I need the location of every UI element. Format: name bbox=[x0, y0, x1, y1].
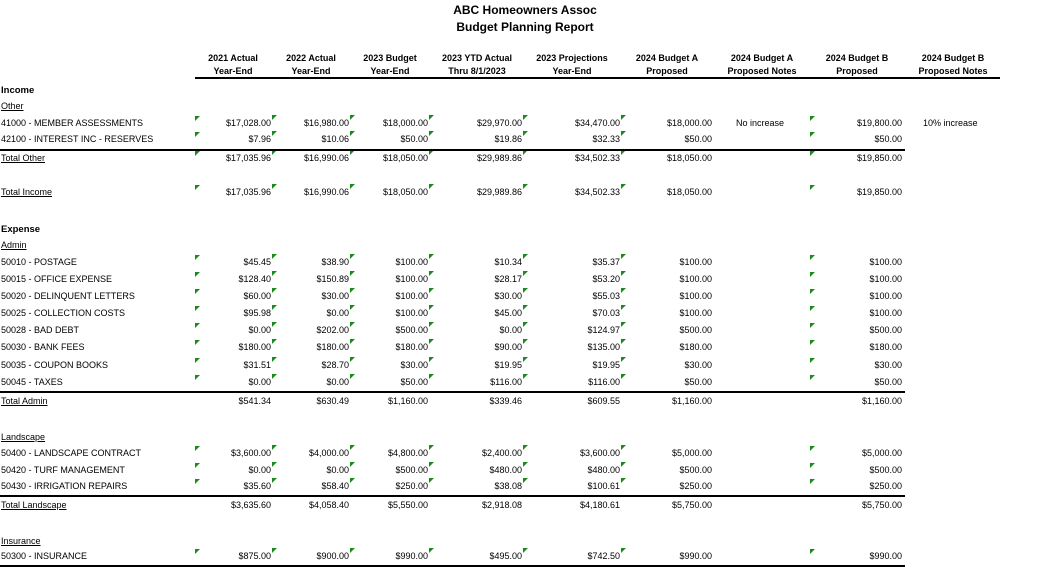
comment-marker-icon bbox=[523, 357, 528, 362]
cell-value: $60.00 bbox=[243, 291, 271, 301]
cell-value: $19,800.00 bbox=[856, 118, 902, 128]
cell-value: $0.00 bbox=[499, 325, 522, 335]
comment-marker-icon bbox=[195, 479, 200, 484]
comment-marker-icon bbox=[195, 463, 200, 468]
comment-marker-icon bbox=[810, 549, 815, 554]
report-title: Budget Planning Report bbox=[456, 20, 594, 34]
cell-value: $630.49 bbox=[316, 396, 349, 406]
cell-value: $250.00 bbox=[679, 481, 712, 491]
cell-value: $100.00 bbox=[869, 308, 902, 318]
cell-value: $34,470.00 bbox=[574, 118, 620, 128]
cell-value: $495.00 bbox=[489, 551, 522, 561]
cell-value: $55.03 bbox=[592, 291, 620, 301]
section-other: Other bbox=[1, 101, 24, 111]
cell-value: $128.40 bbox=[238, 274, 271, 284]
cell-value: $10.06 bbox=[321, 134, 349, 144]
cell-value: $180.00 bbox=[869, 342, 902, 352]
cell-value: $180.00 bbox=[395, 342, 428, 352]
col-header-2023-ytd: 2023 YTD Actual Thru 8/1/2023 bbox=[441, 53, 513, 76]
cell-value: $50.00 bbox=[400, 134, 428, 144]
cell-value: $18,050.00 bbox=[382, 153, 428, 163]
cell-value: $35.37 bbox=[592, 257, 620, 267]
comment-marker-icon bbox=[810, 463, 815, 468]
cell-value: $28.70 bbox=[321, 360, 349, 370]
cell-value: $19.86 bbox=[494, 134, 522, 144]
cell-value: $5,550.00 bbox=[387, 500, 428, 510]
section-insurance: Insurance bbox=[1, 536, 41, 546]
cell-value: $100.00 bbox=[395, 274, 428, 284]
cell-value: $0.00 bbox=[248, 377, 271, 387]
col-header-2022-actual: 2022 Actual Year-End bbox=[286, 53, 336, 76]
row-label: Total Admin bbox=[1, 396, 48, 406]
comment-marker-icon bbox=[523, 184, 528, 189]
comment-marker-icon bbox=[523, 445, 528, 450]
cell-value: $875.00 bbox=[238, 551, 271, 561]
row-label: 50030 - BANK FEES bbox=[1, 342, 85, 352]
row-label: 50015 - OFFICE EXPENSE bbox=[1, 274, 113, 284]
cell-value: $100.00 bbox=[395, 308, 428, 318]
comment-marker-icon bbox=[810, 151, 815, 156]
section-expense: Expense bbox=[1, 224, 41, 235]
cell-value: $0.00 bbox=[326, 377, 349, 387]
cell-value: $180.00 bbox=[316, 342, 349, 352]
row-label: Total Other bbox=[1, 153, 46, 163]
cell-value: $50.00 bbox=[874, 377, 902, 387]
cell-value: $480.00 bbox=[489, 465, 522, 475]
row-label: Total Income bbox=[1, 187, 53, 197]
cell-value: $100.00 bbox=[679, 274, 712, 284]
cell-value: $19,850.00 bbox=[856, 187, 902, 197]
cell-value: $609.55 bbox=[587, 396, 620, 406]
comment-marker-icon bbox=[810, 358, 815, 363]
cell-value: $19.95 bbox=[494, 360, 522, 370]
cell-value: $900.00 bbox=[316, 551, 349, 561]
cell-value: $100.00 bbox=[869, 274, 902, 284]
header-rule bbox=[195, 77, 1000, 79]
cell-value: $500.00 bbox=[869, 465, 902, 475]
cell-value: $500.00 bbox=[395, 325, 428, 335]
comment-marker-icon bbox=[195, 446, 200, 451]
comment-marker-icon bbox=[195, 116, 200, 121]
cell-value: $0.00 bbox=[326, 465, 349, 475]
comment-marker-icon bbox=[810, 375, 815, 380]
comment-marker-icon bbox=[523, 115, 528, 120]
cell-value: $30.00 bbox=[400, 360, 428, 370]
cell-value: $990.00 bbox=[679, 551, 712, 561]
cell-value: $18,050.00 bbox=[666, 187, 712, 197]
col-header-2023-projections: 2023 Projections Year-End bbox=[536, 53, 608, 76]
cell-value: $18,050.00 bbox=[666, 153, 712, 163]
section-landscape: Landscape bbox=[1, 432, 46, 442]
comment-marker-icon bbox=[523, 478, 528, 483]
cell-value: $339.46 bbox=[489, 396, 522, 406]
cell-value: $17,028.00 bbox=[225, 118, 271, 128]
row-label: 50028 - BAD DEBT bbox=[1, 325, 80, 335]
cell-value: $990.00 bbox=[869, 551, 902, 561]
cell-value: $17,035.96 bbox=[225, 187, 271, 197]
cell-value: $480.00 bbox=[587, 465, 620, 475]
comment-marker-icon bbox=[523, 339, 528, 344]
section-rule bbox=[0, 149, 905, 151]
cell-value: $90.00 bbox=[494, 342, 522, 352]
comment-marker-icon bbox=[810, 323, 815, 328]
cell-value: $0.00 bbox=[326, 308, 349, 318]
row-label: 41000 - MEMBER ASSESSMENTS bbox=[1, 118, 144, 128]
row-label: 50420 - TURF MANAGEMENT bbox=[1, 465, 125, 475]
comment-marker-icon bbox=[195, 375, 200, 380]
comment-marker-icon bbox=[195, 549, 200, 554]
comment-marker-icon bbox=[810, 132, 815, 137]
cell-value: $100.61 bbox=[587, 481, 620, 491]
cell-value: $34,502.33 bbox=[574, 153, 620, 163]
comment-marker-icon bbox=[523, 462, 528, 467]
cell-value: $2,400.00 bbox=[481, 448, 522, 458]
cell-value: $742.50 bbox=[587, 551, 620, 561]
cell-value: $500.00 bbox=[869, 325, 902, 335]
cell-value: $5,750.00 bbox=[861, 500, 902, 510]
col-header-2023-budget: 2023 Budget Year-End bbox=[363, 53, 417, 76]
cell-value: $100.00 bbox=[679, 257, 712, 267]
cell-value: $29,989.86 bbox=[476, 153, 522, 163]
cell-value: $180.00 bbox=[238, 342, 271, 352]
note-budget-b: 10% increase bbox=[923, 118, 978, 128]
cell-value: $45.00 bbox=[494, 308, 522, 318]
cell-value: $100.00 bbox=[395, 291, 428, 301]
section-rule bbox=[0, 391, 905, 393]
comment-marker-icon bbox=[195, 185, 200, 190]
cell-value: $50.00 bbox=[684, 377, 712, 387]
row-label: 50300 - INSURANCE bbox=[1, 551, 88, 561]
row-label: 50430 - IRRIGATION REPAIRS bbox=[1, 481, 128, 491]
section-rule bbox=[0, 495, 905, 497]
cell-value: $150.89 bbox=[316, 274, 349, 284]
cell-value: $0.00 bbox=[248, 465, 271, 475]
row-label: 50400 - LANDSCAPE CONTRACT bbox=[1, 448, 142, 458]
cell-value: $5,000.00 bbox=[671, 448, 712, 458]
comment-marker-icon bbox=[195, 255, 200, 260]
cell-value: $0.00 bbox=[248, 325, 271, 335]
cell-value: $2,918.08 bbox=[481, 500, 522, 510]
comment-marker-icon bbox=[523, 548, 528, 553]
cell-value: $541.34 bbox=[238, 396, 271, 406]
cell-value: $4,000.00 bbox=[308, 448, 349, 458]
cell-value: $30.00 bbox=[874, 360, 902, 370]
org-name: ABC Homeowners Assoc bbox=[453, 3, 597, 17]
cell-value: $30.00 bbox=[321, 291, 349, 301]
row-label: 50035 - COUPON BOOKS bbox=[1, 360, 109, 370]
cell-value: $100.00 bbox=[679, 308, 712, 318]
cell-value: $16,990.06 bbox=[303, 153, 349, 163]
comment-marker-icon bbox=[195, 289, 200, 294]
cell-value: $5,750.00 bbox=[671, 500, 712, 510]
cell-value: $250.00 bbox=[869, 481, 902, 491]
cell-value: $4,058.40 bbox=[308, 500, 349, 510]
col-header-2024-budget-a: 2024 Budget A Proposed bbox=[635, 53, 699, 76]
note-budget-a: No increase bbox=[736, 118, 785, 128]
section-income: Income bbox=[1, 85, 35, 96]
cell-value: $116.00 bbox=[588, 377, 620, 387]
cell-value: $500.00 bbox=[395, 465, 428, 475]
section-admin: Admin bbox=[1, 240, 27, 250]
cell-value: $30.00 bbox=[684, 360, 712, 370]
cell-value: $5,000.00 bbox=[861, 448, 902, 458]
comment-marker-icon bbox=[810, 185, 815, 190]
cell-value: $16,990.06 bbox=[303, 187, 349, 197]
cell-value: $50.00 bbox=[874, 134, 902, 144]
cell-value: $29,989.86 bbox=[476, 187, 522, 197]
cell-value: $4,800.00 bbox=[387, 448, 428, 458]
comment-marker-icon bbox=[810, 340, 815, 345]
cell-value: $95.98 bbox=[243, 308, 271, 318]
comment-marker-icon bbox=[523, 374, 528, 379]
cell-value: $100.00 bbox=[869, 291, 902, 301]
cell-value: $45.45 bbox=[243, 257, 271, 267]
cell-value: $100.00 bbox=[869, 257, 902, 267]
cell-value: $58.40 bbox=[321, 481, 349, 491]
col-header-2021-actual: 2021 Actual Year-End bbox=[208, 53, 258, 76]
comment-marker-icon bbox=[195, 323, 200, 328]
cell-value: $3,635.60 bbox=[230, 500, 271, 510]
cell-value: $124.97 bbox=[587, 325, 620, 335]
cell-value: $19,850.00 bbox=[856, 153, 902, 163]
cell-value: $116.00 bbox=[490, 377, 522, 387]
comment-marker-icon bbox=[810, 116, 815, 121]
cell-value: $990.00 bbox=[395, 551, 428, 561]
cell-value: $32.33 bbox=[592, 134, 620, 144]
cell-value: $34,502.33 bbox=[574, 187, 620, 197]
cell-value: $100.00 bbox=[679, 291, 712, 301]
comment-marker-icon bbox=[810, 479, 815, 484]
comment-marker-icon bbox=[810, 255, 815, 260]
cell-value: $70.03 bbox=[592, 308, 620, 318]
comment-marker-icon bbox=[810, 446, 815, 451]
cell-value: $1,160.00 bbox=[671, 396, 712, 406]
row-label: Total Landscape bbox=[1, 500, 67, 510]
comment-marker-icon bbox=[523, 131, 528, 136]
cell-value: $250.00 bbox=[395, 481, 428, 491]
cell-value: $18,050.00 bbox=[382, 187, 428, 197]
cell-value: $35.60 bbox=[243, 481, 271, 491]
col-header-2024-budget-a-notes: 2024 Budget A Proposed Notes bbox=[727, 53, 797, 76]
cell-value: $202.00 bbox=[316, 325, 349, 335]
cell-value: $10.34 bbox=[494, 257, 522, 267]
cell-value: $38.90 bbox=[321, 257, 349, 267]
cell-value: $18,000.00 bbox=[666, 118, 712, 128]
row-label: 50025 - COLLECTION COSTS bbox=[1, 308, 126, 318]
cell-value: $500.00 bbox=[679, 325, 712, 335]
cell-value: $3,600.00 bbox=[579, 448, 620, 458]
comment-marker-icon bbox=[523, 288, 528, 293]
cell-value: $29,970.00 bbox=[476, 118, 522, 128]
row-label: 42100 - INTEREST INC - RESERVES bbox=[1, 134, 154, 144]
cell-value: $19.95 bbox=[592, 360, 620, 370]
cell-value: $30.00 bbox=[494, 291, 522, 301]
row-label: 50045 - TAXES bbox=[1, 377, 63, 387]
cell-value: $16,980.00 bbox=[303, 118, 349, 128]
cell-value: $7.96 bbox=[248, 134, 271, 144]
comment-marker-icon bbox=[195, 340, 200, 345]
cell-value: $180.00 bbox=[679, 342, 712, 352]
comment-marker-icon bbox=[810, 306, 815, 311]
comment-marker-icon bbox=[195, 358, 200, 363]
col-header-2024-budget-b-notes: 2024 Budget B Proposed Notes bbox=[918, 53, 988, 76]
comment-marker-icon bbox=[523, 322, 528, 327]
row-label: 50020 - DELINQUENT LETTERS bbox=[1, 291, 135, 301]
comment-marker-icon bbox=[195, 272, 200, 277]
cell-value: $17,035.96 bbox=[225, 153, 271, 163]
cell-value: $3,600.00 bbox=[230, 448, 271, 458]
comment-marker-icon bbox=[810, 289, 815, 294]
cell-value: $53.20 bbox=[592, 274, 620, 284]
cell-value: $18,000.00 bbox=[382, 118, 428, 128]
comment-marker-icon bbox=[810, 272, 815, 277]
cell-value: $135.00 bbox=[587, 342, 620, 352]
cell-value: $100.00 bbox=[395, 257, 428, 267]
cell-value: $50.00 bbox=[400, 377, 428, 387]
cell-value: $500.00 bbox=[679, 465, 712, 475]
comment-marker-icon bbox=[195, 151, 200, 156]
cell-value: $38.08 bbox=[494, 481, 522, 491]
cell-value: $1,160.00 bbox=[861, 396, 902, 406]
cell-value: $1,160.00 bbox=[387, 396, 428, 406]
comment-marker-icon bbox=[523, 254, 528, 259]
cell-value: $50.00 bbox=[684, 134, 712, 144]
cell-value: $4,180.61 bbox=[579, 500, 620, 510]
comment-marker-icon bbox=[195, 306, 200, 311]
row-label: 50010 - POSTAGE bbox=[1, 257, 77, 267]
col-header-2024-budget-b: 2024 Budget B Proposed bbox=[825, 53, 889, 76]
comment-marker-icon bbox=[523, 305, 528, 310]
cell-value: $28.17 bbox=[494, 274, 522, 284]
comment-marker-icon bbox=[195, 132, 200, 137]
cell-value: $31.51 bbox=[243, 360, 271, 370]
comment-marker-icon bbox=[523, 271, 528, 276]
